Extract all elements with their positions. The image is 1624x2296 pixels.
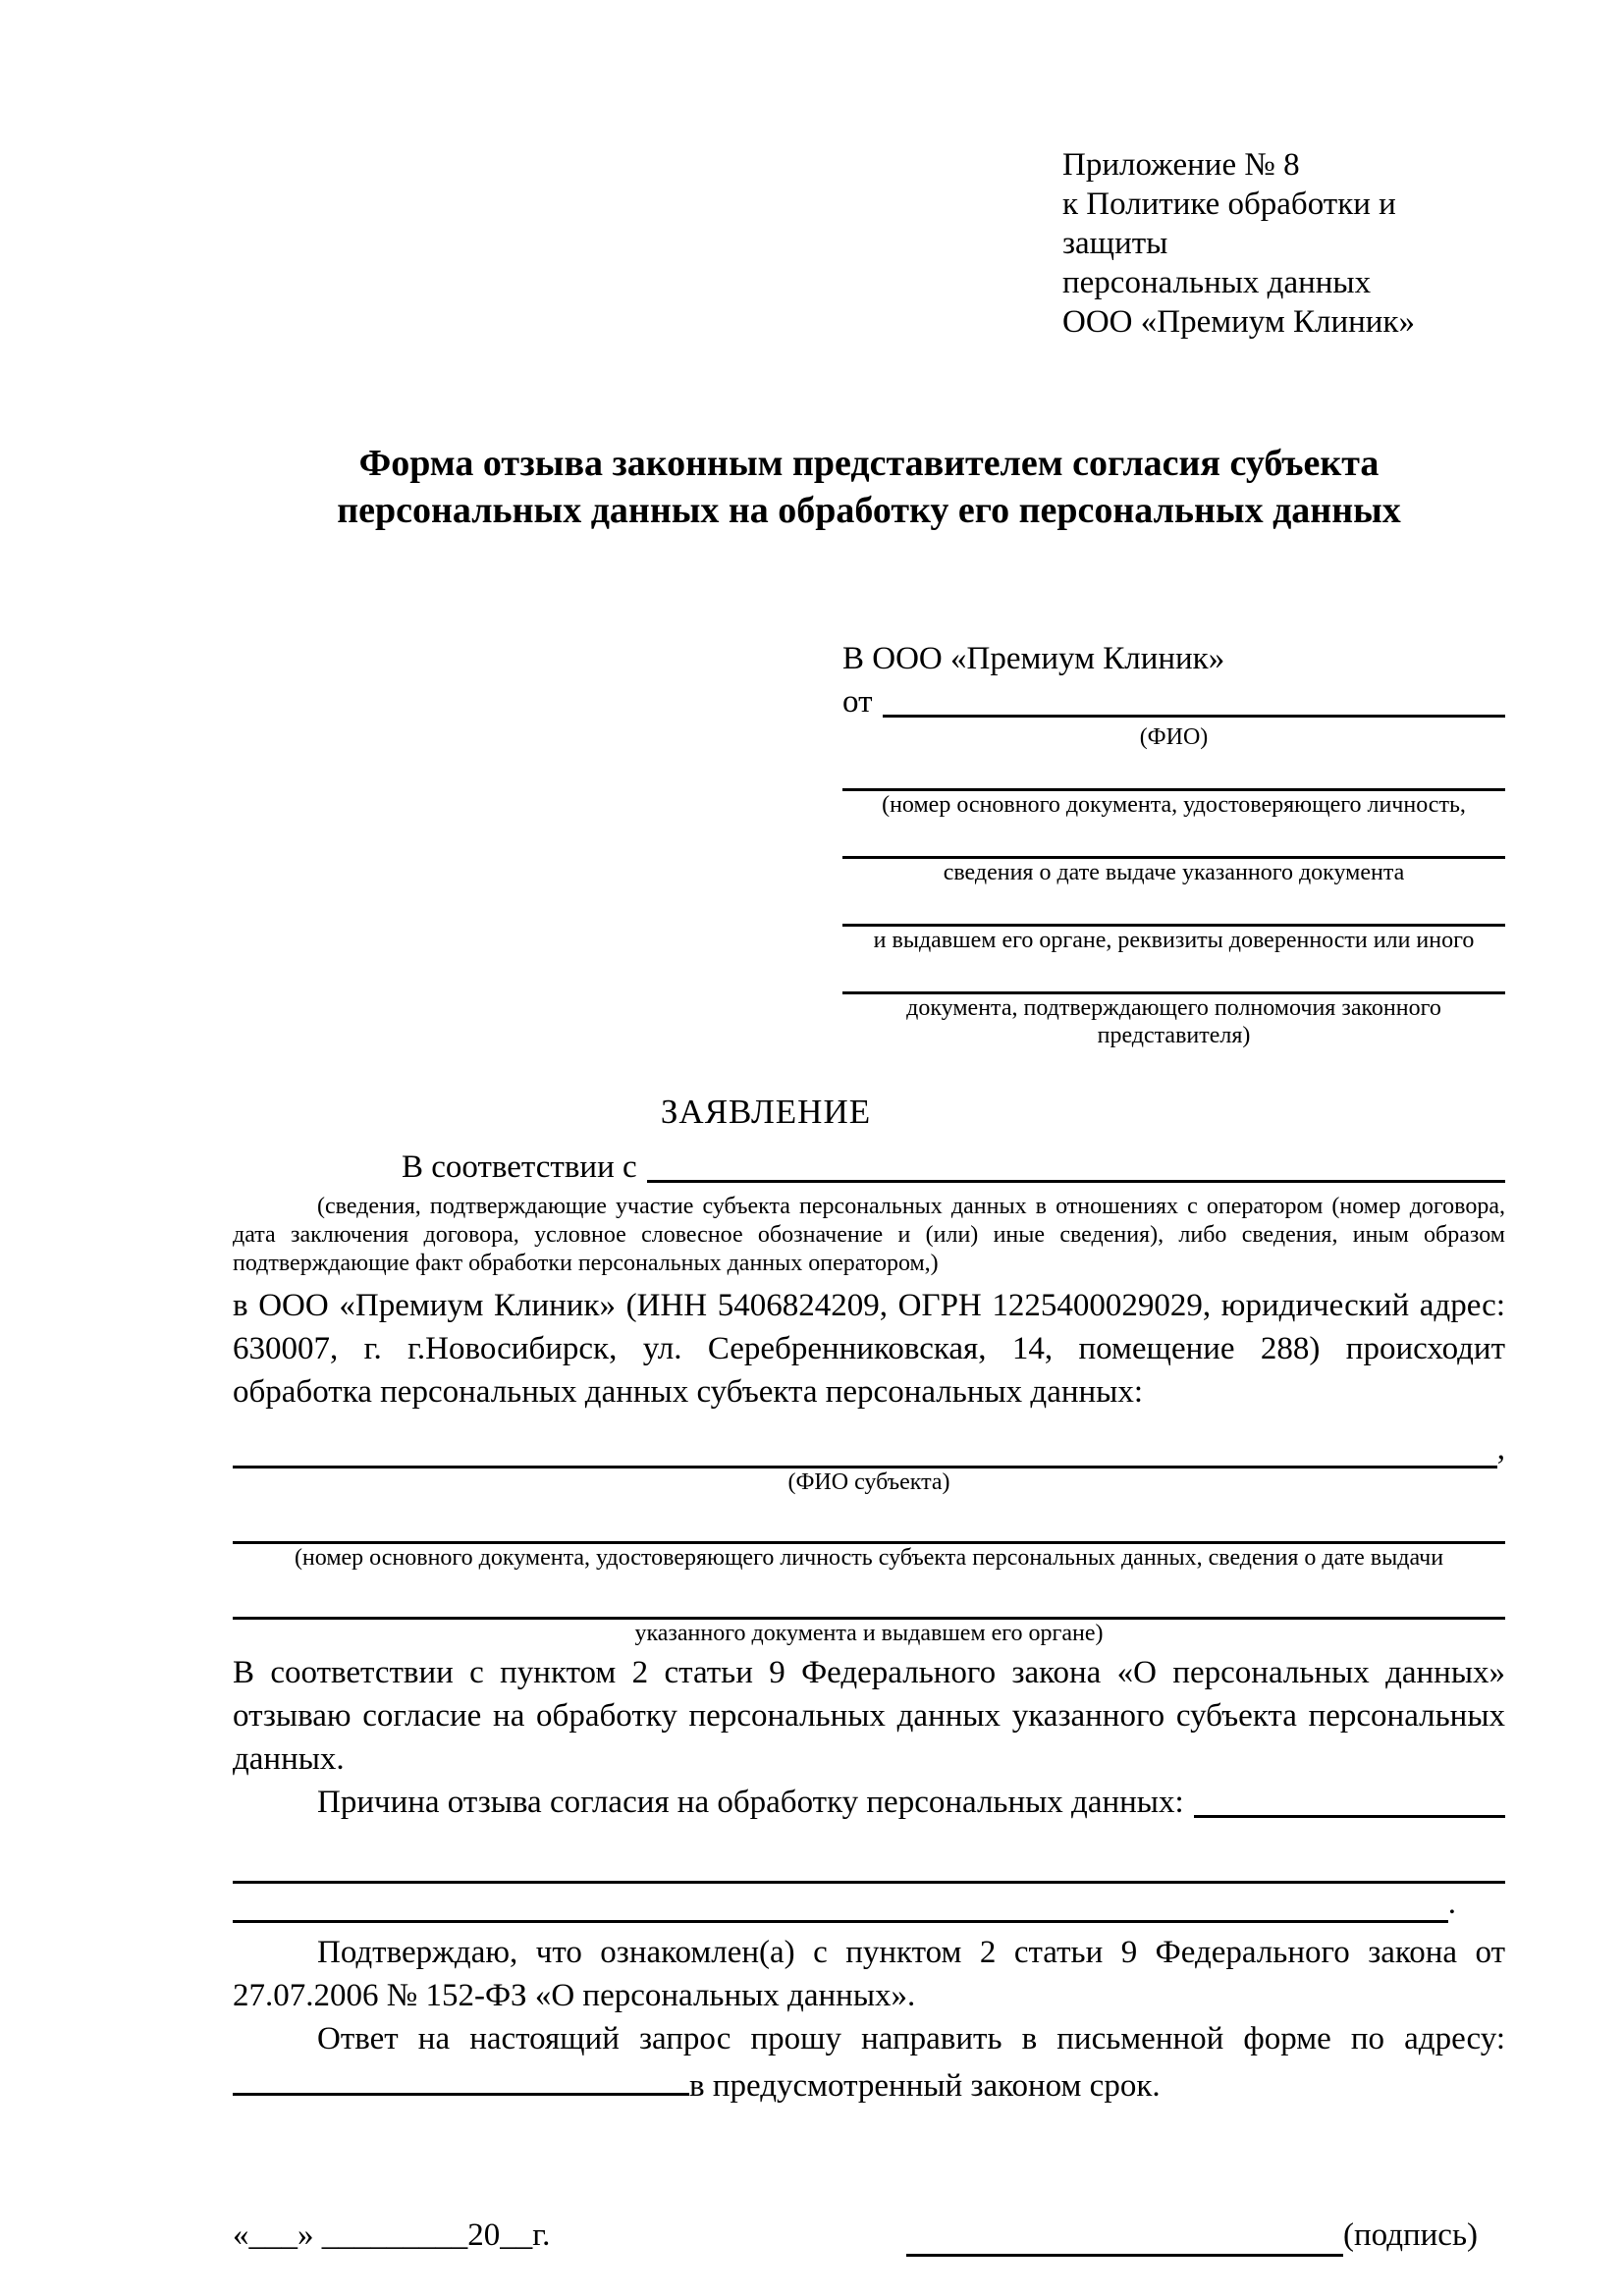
field-caption: и выдавшем его органе, реквизиты доверенности или иного	[873, 928, 1475, 953]
appendix-block	[1062, 145, 1505, 342]
reply-tail: в предусмотренный законом срок.	[689, 2068, 1161, 2104]
title-line: персональных данных на обработку его персональных данных	[337, 490, 1401, 531]
accordance-blank-line	[647, 1179, 1505, 1183]
reason-blank-row-1	[233, 1851, 1505, 1884]
authority-document-field	[842, 962, 1505, 1049]
blank-line	[233, 1512, 1505, 1544]
reason-label: Причина отзыва согласия на обработку персональных данных:	[317, 1785, 1184, 1820]
accordance-label: В соответствии с	[402, 1149, 637, 1185]
blank-line	[842, 759, 1505, 791]
signature-field	[906, 2214, 1478, 2257]
field-caption: (номер основного документа, удостоверяющего личность,	[882, 792, 1466, 818]
fio-caption: (ФИО)	[1139, 724, 1209, 750]
document-title	[233, 440, 1505, 534]
subject-document-field-2	[233, 1587, 1505, 1647]
blank-line	[233, 1851, 1505, 1884]
accordance-caption: (сведения, подтверждающие участие субъекта персональных данных в отношениях с оператором (номер договора, дата заключения договора, условное словесное обозначение и (или) иные сведения), либо сведения, иным образом подтверждающие факт обработки персональных данных оператором,)	[233, 1194, 1505, 1276]
withdraw-paragraph: В соответствии с пунктом 2 статьи 9 Федерального закона «О персональных данных» отзываю согласие на обработку персональных данных указанного субъекта персональных данных.	[233, 1655, 1505, 1777]
confirm-paragraph: Подтверждаю, что ознакомлен(а) с пунктом 2 статьи 9 Федерального закона от 27.07.2006 № 152-ФЗ «О персональных данных».	[233, 1935, 1505, 2013]
blank-line	[233, 1436, 1497, 1468]
reply-lead: Ответ на настоящий запрос прошу направить в письменной форме по адресу:	[317, 2021, 1505, 2056]
signature-caption: (подпись)	[1343, 2217, 1478, 2253]
addressee-from-row	[842, 680, 1505, 723]
id-document-field	[842, 759, 1505, 819]
signature-row	[233, 2214, 1505, 2257]
subject-fio-field	[233, 1429, 1505, 1496]
appendix-line: персональных данных	[1062, 265, 1372, 300]
appendix-line: Приложение № 8	[1062, 147, 1300, 183]
appendix-line: ООО «Премиум Клиник»	[1062, 304, 1415, 340]
addressee-to: В ООО «Премиум Клиник»	[842, 641, 1225, 676]
subject-fio-caption: (ФИО субъекта)	[787, 1469, 950, 1495]
field-caption: документа, подтверждающего полномочия законного представителя)	[906, 995, 1441, 1048]
blank-line	[233, 1891, 1448, 1923]
blank-line	[842, 962, 1505, 994]
trailing-period: .	[1447, 1886, 1456, 1921]
operator-paragraph: в ООО «Премиум Клиник» (ИНН 5406824209, ОГРН 1225400029029, юридический адрес: 630007, г. г.Новосибирск, ул. Серебренниковская, 14, помещение 288) происходит обработка персональных данных субъекта персональных данных:	[233, 1288, 1505, 1410]
reason-blank-line	[1194, 1814, 1505, 1818]
title-line: Форма отзыва законным представителем согласия субъекта	[358, 443, 1380, 484]
blank-line	[842, 827, 1505, 859]
date-field: «___» _________20__г.	[233, 2217, 551, 2253]
issuing-authority-field	[842, 894, 1505, 954]
reason-blank-row-2	[233, 1884, 1505, 1923]
from-label: от	[842, 684, 873, 720]
blank-line	[842, 894, 1505, 927]
blank-line	[233, 1587, 1505, 1620]
signature-blank-line	[906, 2224, 1343, 2257]
subject-doc-caption-2: указанного документа и выдавшем его органе)	[634, 1621, 1104, 1646]
reason-row	[233, 1781, 1505, 1824]
subject-document-field	[233, 1512, 1505, 1572]
issue-date-field	[842, 827, 1505, 886]
reply-paragraph	[233, 2017, 1505, 2108]
trailing-comma: ,	[1496, 1431, 1505, 1467]
appendix-line: к Политике обработки и защиты	[1062, 187, 1396, 261]
addressee-block	[842, 637, 1505, 1049]
statement-heading: ЗАЯВЛЕНИЕ	[660, 1093, 872, 1131]
accordance-row	[233, 1146, 1505, 1189]
address-blank-line	[233, 2060, 689, 2096]
from-blank-line	[883, 714, 1506, 718]
subject-doc-caption: (номер основного документа, удостоверяющего личность субъекта персональных данных, сведения о дате выдачи	[294, 1545, 1444, 1571]
field-caption: сведения о дате выдаче указанного документа	[943, 860, 1405, 885]
